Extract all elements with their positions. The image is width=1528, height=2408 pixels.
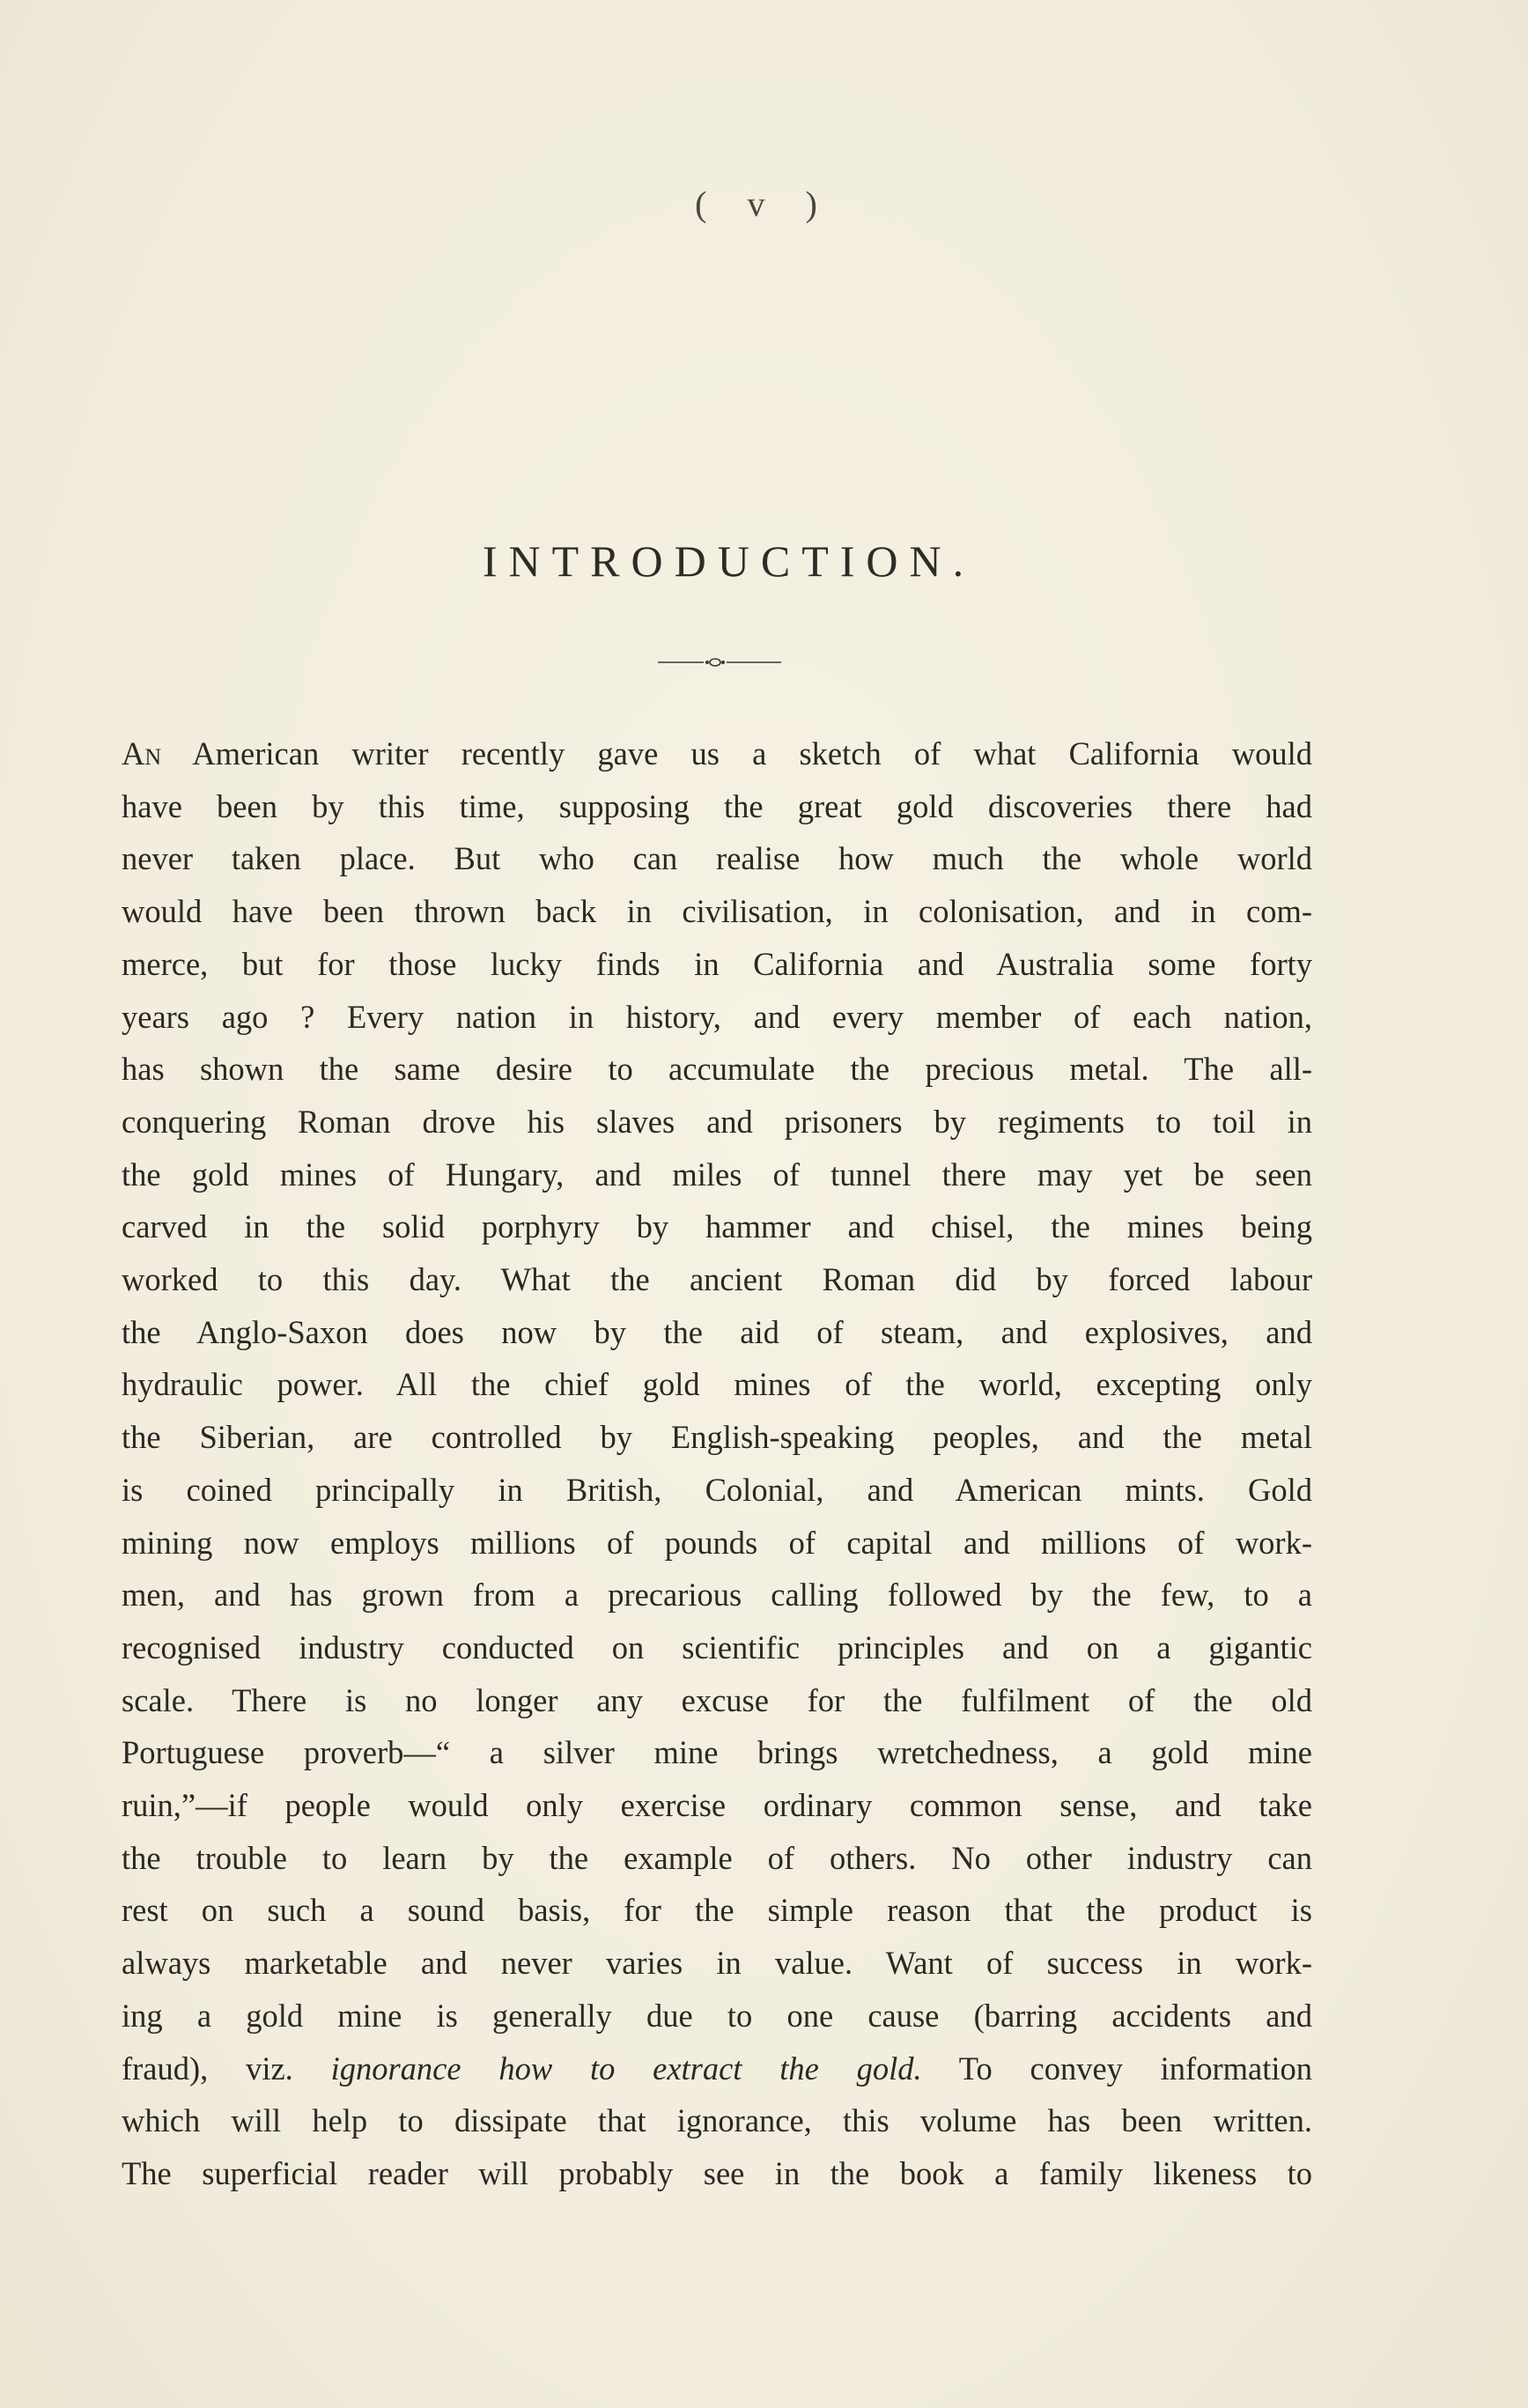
- paragraph-line: the Siberian, are controlled by English-speaking peoples, and the metal: [122, 1419, 1312, 1456]
- italic-phrase: ignorance how to extract the gold.: [330, 2050, 922, 2087]
- drop-word: An: [122, 735, 162, 772]
- paragraph-line: men, and has grown from a precarious calling followed by the few, to a: [122, 1577, 1312, 1614]
- paragraph-line: rest on such a sound basis, for the simple reason that the product is: [122, 1892, 1312, 1929]
- paragraph-line: mining now employs millions of pounds of capital and millions of work-: [122, 1524, 1312, 1561]
- paragraph-line: has shown the same desire to accumulate the precious metal. The all-: [122, 1051, 1312, 1088]
- paragraph-line: always marketable and never varies in value. Want of success in work-: [122, 1945, 1312, 1982]
- ornament-center-loop: [710, 659, 720, 666]
- introduction-paragraph: [122, 728, 1312, 2200]
- paragraph-line: The superficial reader will probably see in the book a family likeness to: [122, 2154, 1312, 2191]
- ornament-right-dot: [721, 661, 725, 664]
- paragraph-line: hydraulic power. All the chief gold mines of the world, excepting only: [122, 1366, 1312, 1403]
- paragraph-line: conquering Roman drove his slaves and prisoners by regiments to toil in: [122, 1103, 1312, 1140]
- page-title: INTRODUCTION.: [482, 536, 976, 586]
- paragraph-line: fraud), viz. ignorance how to extract the gold. To convey information: [122, 2050, 1312, 2087]
- ornament-divider: [658, 655, 781, 669]
- paragraph-line: ruin,”—if people would only exercise ordinary common sense, and take: [122, 1787, 1312, 1824]
- paragraph-line: is coined principally in British, Colonial, and American mints. Gold: [122, 1471, 1312, 1508]
- paragraph-line: carved in the solid porphyry by hammer and chisel, the mines being: [122, 1208, 1312, 1245]
- page-number: ( v ): [695, 184, 833, 224]
- ornament-left-dot: [705, 661, 709, 664]
- paragraph-line: never taken place. But who can realise how much the whole world: [122, 840, 1312, 877]
- paragraph-line: the gold mines of Hungary, and miles of tunnel there may yet be seen: [122, 1156, 1312, 1193]
- paragraph-line: years ago ? Every nation in history, and every member of each nation,: [122, 998, 1312, 1035]
- paragraph-line: would have been thrown back in civilisation, in colonisation, and in com-: [122, 893, 1312, 930]
- paragraph-line: the Anglo-Saxon does now by the aid of steam, and explosives, and: [122, 1313, 1312, 1350]
- paragraph-line: recognised industry conducted on scientific principles and on a gigantic: [122, 1629, 1312, 1666]
- paragraph-line: merce, but for those lucky finds in California and Australia some forty: [122, 945, 1312, 982]
- paragraph-line: which will help to dissipate that ignorance, this volume has been written.: [122, 2102, 1312, 2139]
- paragraph-line: ing a gold mine is generally due to one cause (barring accidents and: [122, 1997, 1312, 2034]
- paragraph-line: worked to this day. What the ancient Roman did by forced labour: [122, 1261, 1312, 1298]
- paragraph-line: scale. There is no longer any excuse for the fulfilment of the old: [122, 1681, 1312, 1718]
- paragraph-line: the trouble to learn by the example of others. No other industry can: [122, 1839, 1312, 1876]
- paragraph-line: have been by this time, supposing the great gold discoveries there had: [122, 787, 1312, 824]
- paragraph-line: Portuguese proverb—“ a silver mine brings wretchedness, a gold mine: [122, 1734, 1312, 1771]
- paragraph-line: An American writer recently gave us a sketch of what California would: [122, 735, 1312, 772]
